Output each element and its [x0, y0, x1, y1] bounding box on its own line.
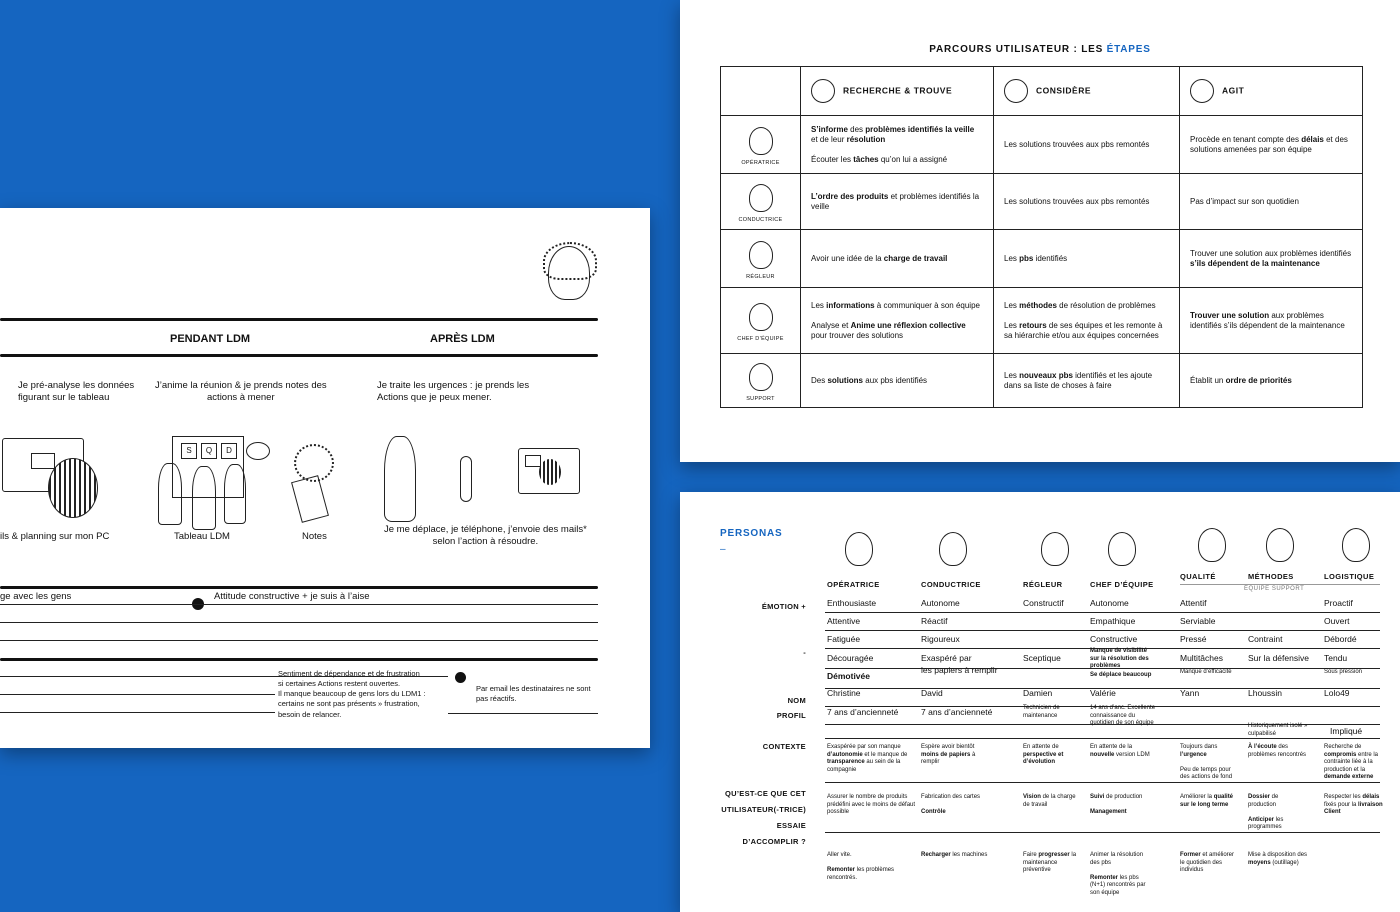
grid-line — [825, 832, 1380, 833]
journey-row — [721, 174, 1363, 230]
grid-line — [825, 738, 1380, 739]
stage-header: AGIT — [1180, 67, 1363, 116]
persona-portrait-hair — [543, 242, 597, 280]
emotion-cell: Enthousiaste — [827, 598, 877, 608]
emotion-line — [0, 604, 598, 605]
emotion-cell: Sceptique — [1023, 653, 1061, 663]
persona-label: RÉGLEUR — [746, 273, 775, 280]
persona-face-icon — [1041, 532, 1069, 566]
emotion-cell: Fatiguée — [827, 634, 861, 644]
emotion-text: ge avec les gens — [0, 591, 72, 602]
journey-cell: Établit un ordre de priorités — [1180, 354, 1363, 408]
mail-icon — [31, 453, 55, 469]
notepad-illustration — [291, 475, 329, 523]
step-caption: ils & planning sur mon PC — [0, 531, 110, 542]
persona-goal: Faire progresser la maintenance préventive — [1023, 852, 1077, 873]
persona-goal: Former et améliorer le quotidien des individus — [1180, 852, 1235, 873]
person-illustration — [224, 464, 246, 524]
journey-cell: L’ordre des produits et problèmes identifiés la veille — [801, 174, 994, 230]
persona-context: Espère avoir bientôt moins de papiers à remplir — [921, 744, 976, 765]
persona-label: SUPPORT — [746, 395, 775, 402]
grid-line — [0, 640, 598, 641]
support-team-line — [1180, 584, 1380, 585]
journey-cell: Les pbs identifiés — [994, 230, 1180, 288]
persona-cell — [721, 116, 801, 174]
persona-face-icon — [1198, 528, 1226, 562]
stage-header: RECHERCHE & TROUVE — [801, 67, 994, 116]
journey-cell: Les solutions trouvées aux pbs remontés — [994, 116, 1180, 174]
persona-column-header: LOGISTIQUE — [1324, 572, 1375, 581]
persona-context: En attente de perspective et d’évolution — [1023, 744, 1064, 765]
row-label-profile: PROFIL — [776, 711, 806, 720]
persona-cell — [721, 174, 801, 230]
journey-cell: S’informe des problèmes identifiés la veille et de leur résolution Écouter les tâches qu’on lui a assigné — [801, 116, 994, 174]
persona-cell — [721, 354, 801, 408]
journey-row — [721, 116, 1363, 174]
persona-face-icon — [749, 184, 773, 212]
persona-context: À l’écoute des problèmes rencontrés — [1248, 744, 1307, 758]
persona-face-icon — [749, 363, 773, 391]
persona-column-header: OPÉRATRICE — [827, 580, 880, 589]
journey-cell: Pas d’impact sur son quotidien — [1180, 174, 1363, 230]
persona-name: Valérie — [1090, 688, 1116, 698]
step-description: Je pré-analyse les données figurant sur le tableau — [18, 380, 135, 404]
divider — [0, 586, 598, 589]
journey-cell: Trouver une solution aux problèmes identifiés s’ils dépendent de la maintenance — [1180, 288, 1363, 354]
emotion-cell: Proactif — [1324, 598, 1353, 608]
journey-cell: Les informations à communiquer à son équipe Analyse et Anime une réflexion collective pour trouver des solutions — [801, 288, 994, 354]
pointing-hand-illustration — [460, 456, 472, 502]
grid-line — [0, 712, 275, 713]
persona-face-icon — [1108, 532, 1136, 566]
persona-goal: Recharger les machines — [921, 852, 988, 858]
step-caption: Tableau LDM — [174, 531, 230, 542]
step-caption: Je me déplace, je téléphone, j’envoie des mails* selon l’action à résoudre. — [384, 524, 587, 548]
row-label-emotion-negative: - — [803, 648, 806, 657]
journey-cell: Les nouveaux pbs identifiés et les ajoute dans sa liste de choses à faire — [994, 354, 1180, 408]
emotion-cell: Manque d’efficacité — [1180, 669, 1232, 675]
emotion-cell: les papiers à remplir — [921, 665, 998, 675]
journey-map-card — [0, 208, 650, 748]
emotion-cell: Ouvert — [1324, 616, 1350, 626]
persona-face-icon — [749, 127, 773, 155]
emotion-cell: Réactif — [921, 616, 948, 626]
row-label-name: NOM — [787, 696, 806, 705]
persona-goal: Respecter les délais fixés pour la livraison Client — [1324, 794, 1383, 815]
personas-title: PERSONAS — [720, 528, 783, 539]
emotion-cell: Se déplace beaucoup — [1090, 672, 1152, 678]
header-pendant: PENDANT LDM — [170, 333, 251, 345]
grid-line — [825, 630, 1380, 631]
person-illustration — [192, 466, 216, 530]
persona-context: Exaspérée par son manque d’autonomie et le manque de transparence au sein de la compagnie — [827, 744, 908, 773]
journey-cell: Procède en tenant compte des délais et des solutions amenées par son équipe — [1180, 116, 1363, 174]
person-illustration — [158, 463, 182, 525]
pain-marker — [455, 672, 466, 683]
persona-goal: Aller vite. Remonter les problèmes rencontrés. — [827, 852, 895, 881]
personas-dash: – — [720, 544, 726, 555]
persona-cell — [721, 288, 801, 354]
persona-name: Yann — [1180, 688, 1200, 698]
row-label-goal: ESSAIE — [776, 821, 806, 830]
emotion-cell: Manque de visibilité sur la résolution des problèmes — [1090, 648, 1149, 669]
persona-name: Lhoussin — [1248, 688, 1283, 698]
journey-title-accent: ÉTAPES — [1106, 44, 1151, 55]
journey-cell: Trouver une solution aux problèmes identifiés s’ils dépendent de la maintenance — [1180, 230, 1363, 288]
persona-face-icon — [845, 532, 873, 566]
emotion-cell: Rigoureux — [921, 634, 960, 644]
speech-bubble-icon — [246, 442, 270, 460]
board-letter-s: S — [181, 443, 197, 459]
persona-column-header: QUALITÉ — [1180, 572, 1216, 581]
persona-profile: Historiquement isolé » culpabilisé — [1248, 723, 1308, 737]
persona-face-icon — [939, 532, 967, 566]
emotion-cell: Pressé — [1180, 634, 1207, 644]
persona-face-icon — [1342, 528, 1370, 562]
persona-name: Damien — [1023, 688, 1053, 698]
persona-profile: 14 ans d’anc. Excellente connaissance du quotidien de son équipe — [1090, 705, 1156, 726]
empty-header-cell — [721, 67, 801, 116]
persona-face-icon — [749, 303, 773, 331]
persona-goal: Suivi de production Management — [1090, 794, 1143, 815]
row-label-goal: QU’EST-CE QUE CET — [725, 789, 806, 798]
persona-name: Christine — [827, 688, 861, 698]
pain-point-text: Sentiment de dépendance et de frustration si certaines Actions restent ouvertes. Il manque beaucoup de gens lors du LDM1 : certains ne sont pas présents » frustration, besoin de relancer. — [278, 669, 426, 719]
divider — [0, 658, 598, 661]
search-person-icon — [811, 79, 835, 103]
emotion-cell: Tendu — [1324, 653, 1348, 663]
persona-goal: Améliorer la qualité sur le long terme — [1180, 794, 1234, 808]
person-head-illustration — [539, 459, 561, 485]
emotion-cell: Démotivée — [827, 671, 870, 681]
persona-goal: Vision de la charge de travail — [1023, 794, 1076, 808]
row-label-goal: UTILISATEUR(-TRICE) — [721, 805, 806, 814]
persona-context: En attente de la nouvelle version LDM — [1090, 744, 1150, 758]
emotion-cell: Exaspéré par — [921, 653, 972, 663]
journey-table — [720, 66, 1363, 408]
persona-profile: 7 ans d’ancienneté — [827, 707, 899, 717]
journey-cell: Avoir une idée de la charge de travail — [801, 230, 994, 288]
emotion-cell: Multitâches — [1180, 653, 1223, 663]
persona-profile: Impliqué — [1330, 726, 1363, 736]
journey-cell: Les méthodes de résolution de problèmes Les retours de ses équipes et les remonte à sa hiérarchie et/ou aux équipes concernées — [994, 288, 1180, 354]
journey-row — [721, 230, 1363, 288]
emotion-cell: Empathique — [1090, 616, 1136, 626]
grid-line — [825, 782, 1380, 783]
journey-title — [680, 44, 1400, 55]
computer-illustration — [518, 448, 580, 494]
user-journey-steps-card — [680, 0, 1400, 462]
emotion-cell: Serviable — [1180, 616, 1216, 626]
emotion-text: Attitude constructive + je suis à l’aise — [214, 591, 370, 602]
persona-column-header: CONDUCTRICE — [921, 580, 981, 589]
persona-profile: 7 ans d’ancienneté — [921, 707, 993, 717]
row-label-goal: D’ACCOMPLIR ? — [742, 837, 806, 846]
journey-cell: Les solutions trouvées aux pbs remontés — [994, 174, 1180, 230]
stage-header: CONSIDÈRE — [994, 67, 1180, 116]
emotion-cell: Contraint — [1248, 634, 1283, 644]
persona-goal: Mise à disposition des moyens (outillage) — [1248, 852, 1308, 866]
grid-line — [0, 622, 598, 623]
persona-goal: Fabrication des cartes Contrôle — [921, 794, 981, 815]
emotion-cell: Constructif — [1023, 598, 1064, 608]
persona-goal: Animer la résolution des pbs Remonter les pbs (N+1) rencontrés par son équipe — [1090, 852, 1146, 896]
step-caption: Notes — [302, 531, 327, 542]
persona-goal: Dossier de production Anticiper les programmes — [1248, 794, 1284, 830]
grid-line — [0, 694, 275, 695]
emotion-cell: Découragée — [827, 653, 874, 663]
board-letter-d: D — [221, 443, 237, 459]
walking-person-illustration — [384, 436, 416, 522]
persona-column-header: MÉTHODES — [1248, 572, 1294, 581]
step-description: J’anime la réunion & je prends notes des actions à mener — [155, 380, 327, 404]
persona-column-header: CHEF D’ÉQUIPE — [1090, 580, 1154, 589]
emotion-cell: Attentive — [827, 616, 861, 626]
journey-cell: Des solutions aux pbs identifiés — [801, 354, 994, 408]
persona-label: CONDUCTRICE — [738, 216, 783, 223]
personas-card — [680, 492, 1400, 912]
person-head-illustration — [48, 458, 98, 518]
emotion-cell: Constructive — [1090, 634, 1138, 644]
grid-line — [448, 713, 598, 714]
journey-title-prefix: PARCOURS UTILISATEUR : LES — [929, 44, 1107, 55]
board-letter-q: Q — [201, 443, 217, 459]
emotion-cell: Attentif — [1180, 598, 1207, 608]
emotion-cell: Sur la défensive — [1248, 653, 1309, 663]
support-team-label: ÉQUIPE SUPPORT — [1244, 586, 1305, 592]
divider — [0, 318, 598, 321]
persona-face-icon — [749, 241, 773, 269]
persona-name: David — [921, 688, 943, 698]
journey-row — [721, 288, 1363, 354]
persona-profile: Technicien de maintenance — [1023, 705, 1060, 719]
journey-row — [721, 354, 1363, 408]
emotion-cell: Sous pression — [1324, 669, 1363, 675]
persona-cell — [721, 230, 801, 288]
persona-context: Recherche de compromis entre la contrainte liée à la production et la demande externe — [1324, 744, 1379, 780]
header-apres: APRÈS LDM — [430, 333, 495, 345]
pain-point-text: Par email les destinataires ne sont pas réactifs. — [476, 684, 591, 704]
emotion-cell: Autonome — [1090, 598, 1129, 608]
thinking-person-icon — [1004, 79, 1028, 103]
row-label-emotion-positive: ÉMOTION + — [761, 602, 806, 611]
emotion-cell: Débordé — [1324, 634, 1357, 644]
emotion-cell: Autonome — [921, 598, 960, 608]
persona-name: Lolo49 — [1324, 688, 1350, 698]
acting-person-icon — [1190, 79, 1214, 103]
persona-goal: Assurer le nombre de produits prédéfini avec le moins de défaut possible — [827, 794, 916, 815]
persona-label: CHEF D’ÉQUIPE — [737, 335, 784, 342]
persona-context: Toujours dans l’urgence Peu de temps pour des actions de fond — [1180, 744, 1233, 780]
step-description: Je traite les urgences : je prends les Actions que je peux mener. — [377, 380, 530, 404]
persona-column-header: RÉGLEUR — [1023, 580, 1063, 589]
persona-label: OPÉRATRICE — [741, 159, 780, 166]
grid-line — [825, 612, 1380, 613]
row-label-context: CONTEXTE — [762, 742, 806, 751]
divider — [0, 354, 598, 357]
mail-icon — [525, 455, 541, 467]
persona-face-icon — [1266, 528, 1294, 562]
